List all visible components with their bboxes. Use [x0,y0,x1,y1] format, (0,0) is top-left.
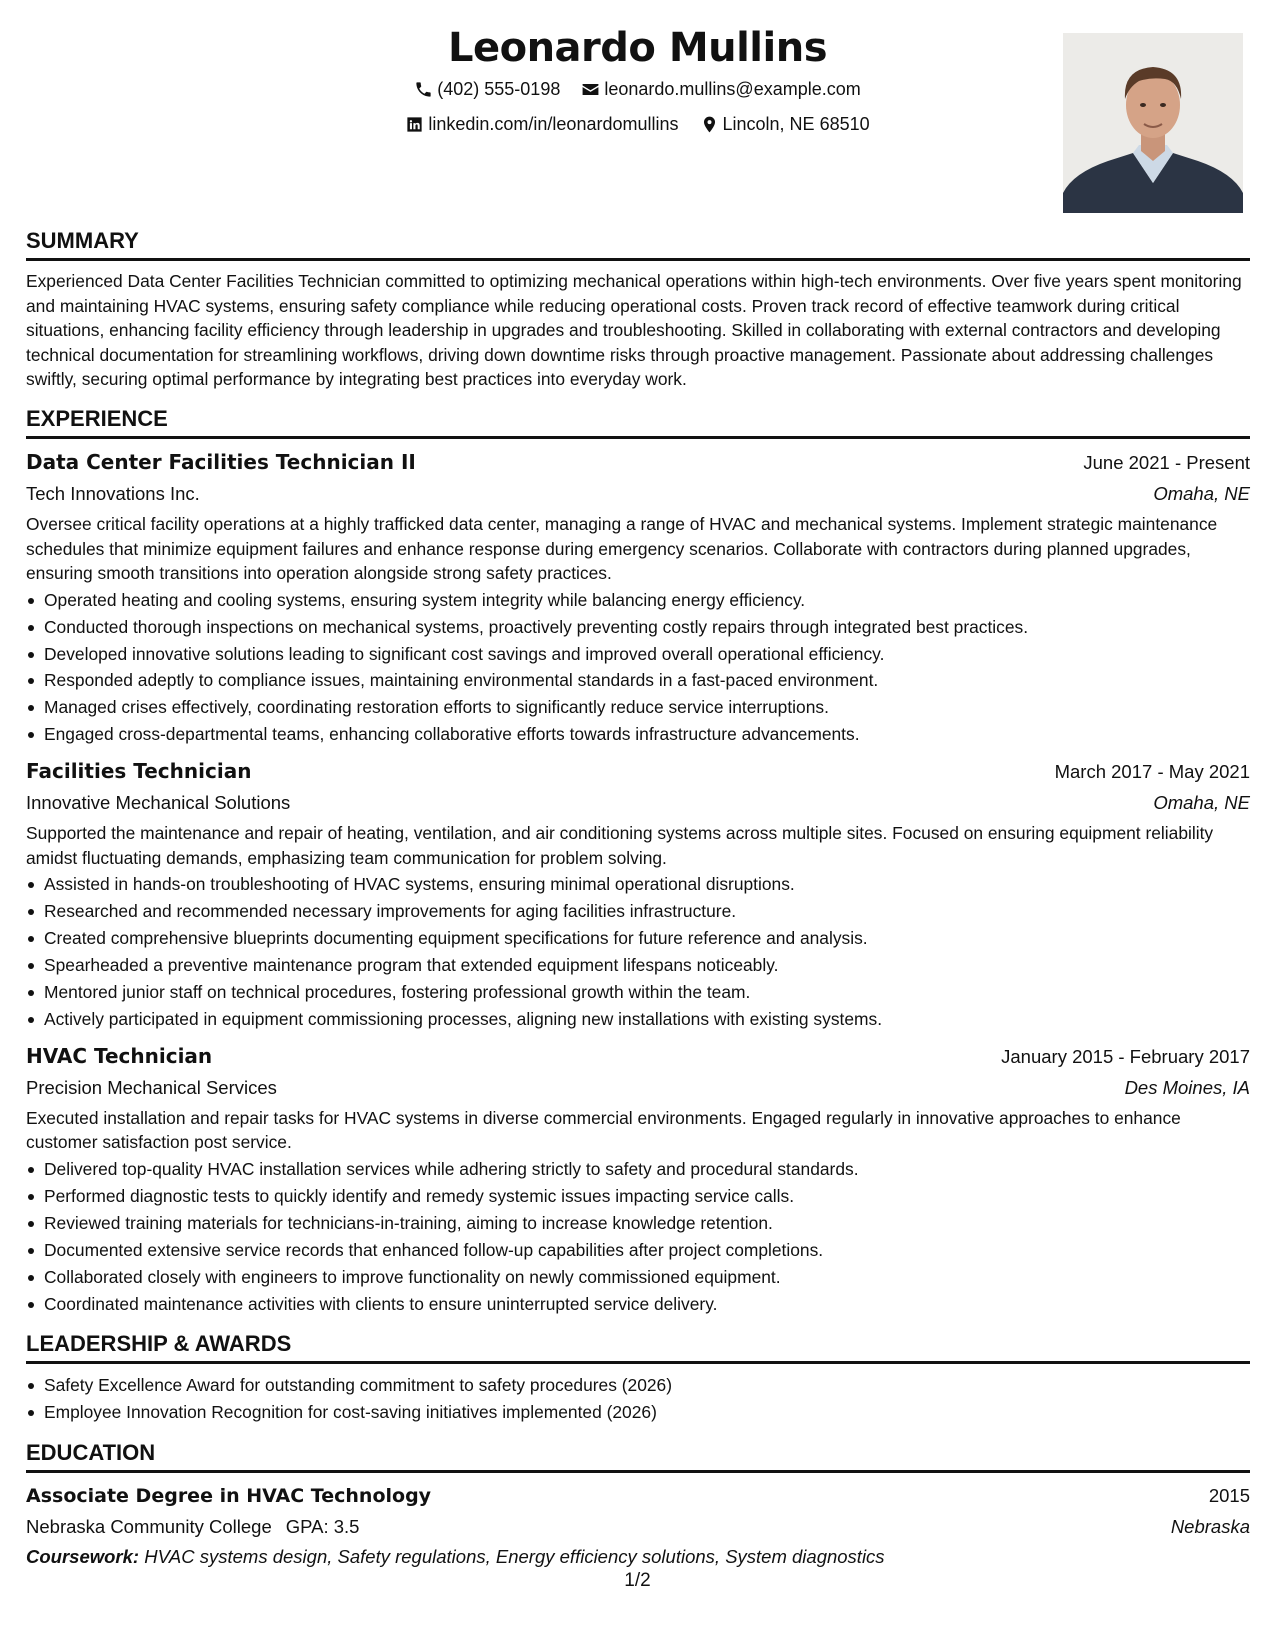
experience-heading: EXPERIENCE [26,405,168,431]
section-divider [26,1470,1250,1473]
resume-body [26,226,1250,1572]
bullet-item: Conducted thorough inspections on mechanical systems, proactively preventing costly repairs through integrated best practices. [26,614,1250,641]
job-entry [26,447,1250,748]
job-bullets [26,1156,1250,1317]
profile-portrait [1063,33,1243,213]
bullet-item: Developed innovative solutions leading to significant cost savings and improved overall operational efficiency. [26,641,1250,668]
coursework-label: Coursework: [26,1546,140,1568]
education-location: Nebraska [1170,1516,1250,1538]
section-divider [26,436,1250,439]
job-location: Omaha, NE [1153,482,1250,504]
bullet-item: Documented extensive service records that enhanced follow-up capabilities after project completions. [26,1237,1250,1264]
bullet-item: Researched and recommended necessary improvements for aging facilities infrastructure. [26,898,1250,925]
job-entry [26,1041,1250,1318]
candidate-name: Leonardo Mullins [447,25,828,71]
job-dates: March 2017 - May 2021 [1054,761,1250,783]
job-description: Oversee critical facility operations at a highly trafficked data center, managing a range of HVAC and mechanical systems. Implement strategic maintenance schedules that minimize equipment failures and enhance response during emergency scenarios. Collaborate with contractors during planned upgrades, ensuring smooth transitions into operation alongside strong safety practices. [26,513,1218,584]
contact-email[interactable] [581,74,860,105]
bullet-item: Responded adeptly to compliance issues, maintaining environmental standards in a fast-paced environment. [26,667,1250,694]
job-description: Executed installation and repair tasks for HVAC systems in diverse commercial environments. Engaged regularly in innovative approaches to enhance customer satisfaction post service. [26,1107,1181,1153]
education-section [26,1438,1250,1572]
section-divider [26,1361,1250,1364]
envelope-icon [581,80,600,99]
job-title: Data Center Facilities Technician II [26,449,416,474]
bullet-item: Operated heating and cooling systems, ensuring system integrity while balancing energy efficiency. [26,587,1250,614]
bullet-item: Created comprehensive blueprints documenting equipment specifications for future reference and analysis. [26,925,1250,952]
section-divider [26,258,1250,261]
job-entry [26,756,1250,1033]
summary-heading: SUMMARY [26,228,139,253]
summary-section [26,226,1250,392]
job-description: Supported the maintenance and repair of heating, ventilation, and air conditioning systems across multiple sites. Focused on ensuring equipment reliability amidst fluctuating demands, emphasizing team communication for problem solving. [26,823,1214,868]
profile-photo [1063,33,1243,213]
page-number: 1/2 [624,1570,651,1591]
job-company: Innovative Mechanical Solutions [26,792,291,814]
email-link[interactable]: leonardo.mullins@example.com [604,79,861,99]
linkedin-icon [405,115,424,134]
awards-heading: LEADERSHIP & AWARDS [26,1331,292,1357]
summary-text: Experienced Data Center Facilities Technician committed to optimizing mechanical operations within high-tech environments. Over five years spent monitoring and maintaining HVAC systems, ensuring safety compliance while reducing operational costs. Proven track record of effective teamwork during critical situations, enhancing facility efficiency through leadership in upgrades and troubleshooting. Skilled in collaborating with external contractors and developing technical documentation for streamlining workflows, driving down downtime risks through proactive management. Passionate about addressing challenges swiftly, securing optimal performance by integrating best practices into everyday work. [26,271,1242,390]
coursework-line [26,1542,1250,1572]
bullet-item: Delivered top-quality HVAC installation services while adhering strictly to safety and procedural standards. [26,1156,1250,1183]
bullet-item: Performed diagnostic tests to quickly identify and remedy systemic issues impacting service calls. [26,1183,1250,1210]
phone-text: (402) 555-0198 [437,79,561,99]
contact-location [700,109,870,140]
location-text: Lincoln, NE 68510 [722,114,870,134]
bullet-item: Assisted in hands-on troubleshooting of HVAC systems, ensuring minimal operational disruptions. [26,871,1250,898]
job-location: Omaha, NE [1153,792,1250,814]
awards-list [26,1372,1250,1426]
bullet-item: Managed crises effectively, coordinating restoration efforts to significantly reduce service interruptions. [26,694,1250,721]
award-item: Employee Innovation Recognition for cost-saving initiatives implemented (2026) [26,1399,1250,1426]
education-degree: Associate Degree in HVAC Technology [26,1485,432,1508]
experience-section [26,404,1250,1317]
job-dates: January 2015 - February 2017 [1001,1045,1250,1067]
bullet-item: Mentored junior staff on technical procedures, fostering professional growth within the team. [26,979,1250,1006]
bullet-item: Reviewed training materials for technicians-in-training, aiming to increase knowledge retention. [26,1210,1250,1237]
job-title: HVAC Technician [26,1043,213,1068]
coursework-text: HVAC systems design, Safety regulations, Energy efficiency solutions, System diagnostics [144,1546,885,1568]
bullet-item: Actively participated in equipment commissioning processes, aligning new installations with existing systems. [26,1006,1250,1033]
bullet-item: Collaborated closely with engineers to improve functionality on newly commissioned equipment. [26,1264,1250,1291]
bullet-item: Spearheaded a preventive maintenance program that extended equipment lifespans noticeably. [26,952,1250,979]
education-gpa: GPA: 3.5 [285,1516,360,1538]
education-year: 2015 [1208,1485,1250,1507]
job-dates: June 2021 - Present [1083,451,1250,473]
education-heading: EDUCATION [26,1440,156,1466]
job-bullets [26,871,1250,1032]
bullet-item: Engaged cross-departmental teams, enhancing collaborative efforts towards infrastructure advancements. [26,721,1250,748]
education-school-line [26,1512,359,1542]
linkedin-link[interactable]: linkedin.com/in/leonardomullins [428,114,679,134]
awards-section [26,1329,1250,1426]
job-title: Facilities Technician [26,759,252,784]
contact-phone [414,74,560,105]
contact-linkedin[interactable] [405,109,678,140]
award-item: Safety Excellence Award for outstanding commitment to safety procedures (2026) [26,1372,1250,1399]
job-location: Des Moines, IA [1124,1076,1250,1098]
map-marker-icon [700,115,719,134]
job-bullets [26,587,1250,748]
job-company: Tech Innovations Inc. [26,482,200,504]
phone-icon [414,80,433,99]
bullet-item: Coordinated maintenance activities with clients to ensure uninterrupted service delivery. [26,1291,1250,1318]
education-school: Nebraska Community College [26,1516,272,1538]
job-company: Precision Mechanical Services [26,1076,277,1098]
